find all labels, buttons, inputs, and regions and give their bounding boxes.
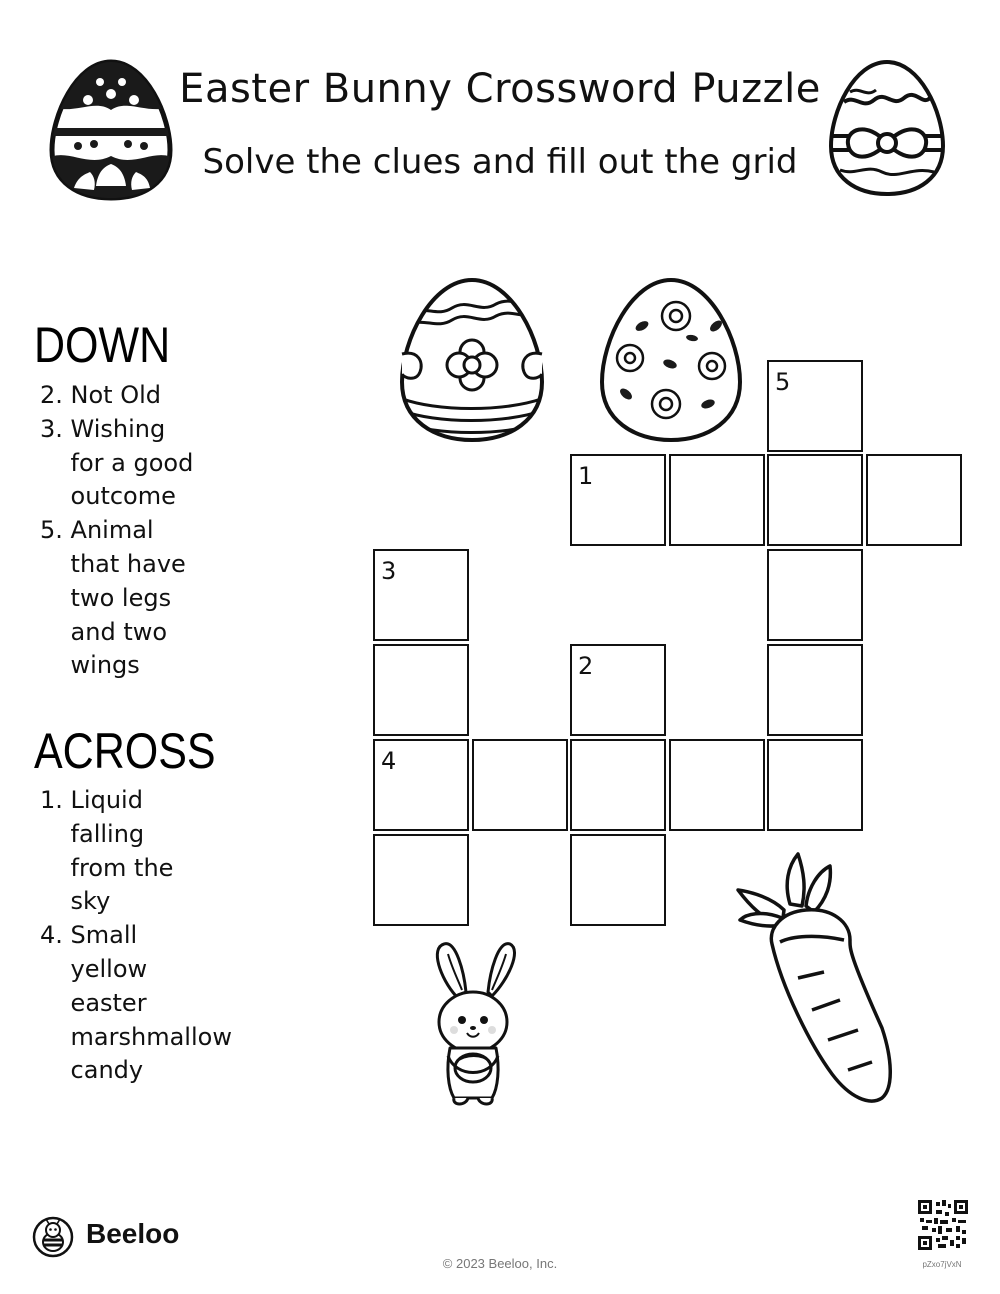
grid-cell[interactable] xyxy=(669,739,765,831)
cell-number: 1 xyxy=(578,462,594,490)
clue-across-4 xyxy=(40,919,232,1088)
clue-across-1 xyxy=(40,784,232,919)
cell-number: 4 xyxy=(381,747,397,775)
clue-number: 1. xyxy=(40,786,63,814)
clue-number: 3. xyxy=(40,414,63,443)
grid-cell[interactable] xyxy=(767,644,863,736)
clue-down-2 xyxy=(40,379,193,413)
bee-logo-icon xyxy=(32,1216,74,1258)
qr-code-icon xyxy=(918,1200,968,1256)
copyright-text: © 2023 Beeloo, Inc. xyxy=(442,1256,558,1271)
clue-down-5 xyxy=(40,514,193,683)
grid-cell[interactable] xyxy=(570,834,666,926)
across-heading: ACROSS xyxy=(34,723,216,779)
clue-text: Small yellow easter marshmallow candy xyxy=(70,921,232,1085)
clue-text: Wishing for a good outcome xyxy=(70,414,194,511)
grid-cell[interactable] xyxy=(866,454,962,546)
qr-code-label: pZxo7jVxN xyxy=(922,1260,962,1269)
clue-text: Animal that have two legs and two wings xyxy=(70,516,186,680)
grid-cell[interactable] xyxy=(373,644,469,736)
clue-number: 2. xyxy=(40,381,63,409)
clue-text: Liquid falling from the sky xyxy=(70,786,174,916)
clue-number: 5. xyxy=(40,516,63,545)
grid-cell[interactable] xyxy=(472,739,568,831)
grid-cell[interactable] xyxy=(767,739,863,831)
brand-name: Beeloo xyxy=(86,1218,180,1249)
across-clue-list xyxy=(40,784,232,1088)
clue-number: 4. xyxy=(40,921,63,950)
cell-number: 5 xyxy=(775,368,791,396)
grid-cell[interactable] xyxy=(767,454,863,546)
striped-egg-icon xyxy=(396,274,548,446)
down-clue-list xyxy=(40,379,193,683)
bunny-icon xyxy=(426,938,520,1110)
grid-cell[interactable] xyxy=(373,834,469,926)
grid-cell[interactable] xyxy=(570,644,666,736)
page-subtitle: Solve the clues and fill out the grid xyxy=(202,142,798,182)
grid-cell[interactable] xyxy=(373,739,469,831)
grid-cell[interactable] xyxy=(373,549,469,641)
grid-cell[interactable] xyxy=(570,454,666,546)
cell-number: 3 xyxy=(381,557,397,585)
page-title: Easter Bunny Crossword Puzzle xyxy=(179,66,821,112)
cell-number: 2 xyxy=(578,652,594,680)
grid-cell[interactable] xyxy=(570,739,666,831)
clue-down-3 xyxy=(40,413,193,514)
carrot-icon xyxy=(732,848,898,1106)
grid-cell[interactable] xyxy=(767,549,863,641)
grid-cell[interactable] xyxy=(669,454,765,546)
down-heading: DOWN xyxy=(34,317,171,373)
flower-egg-icon xyxy=(596,274,746,446)
grid-cell[interactable] xyxy=(767,360,863,452)
clue-text: Not Old xyxy=(70,381,162,409)
